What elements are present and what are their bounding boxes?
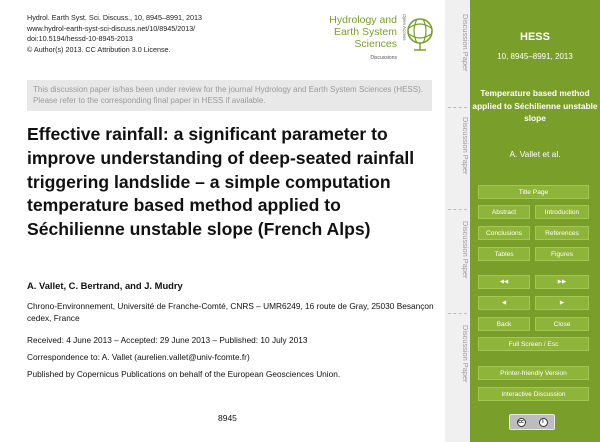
globe-icon [405,16,435,54]
back-button[interactable]: Back [478,317,530,331]
correspondence-line: Correspondence to: A. Vallet (aurelien.vallet@univ-fcomte.fr) [27,352,250,362]
journal-name: HESS [520,31,550,43]
introduction-button[interactable]: Introduction [535,205,589,219]
side-label: Discussion Paper [461,14,470,72]
side-label: Discussion Paper [461,325,470,383]
citation-url[interactable]: www.hydrol-earth-syst-sci-discuss.net/10/8945/2013/ [27,23,196,33]
cc-icon: cc [518,418,524,425]
abstract-button[interactable]: Abstract [478,205,530,219]
logo-line: Hydrology and [329,14,397,26]
citation-doi[interactable]: doi:10.5194/hessd-10-8945-2013 [27,34,133,43]
side-separator [448,209,467,210]
side-separator [448,107,467,108]
journal-logo [300,12,435,62]
close-button[interactable]: Close [535,317,589,331]
page-number: 8945 [218,413,237,423]
paper-title: Effective rainfall: a significant parameter to improve understanding of deep-seated rainfall triggering landslide – a simple computation temperature based method applied to Séchilienne unstable slope (French Alps) [27,124,415,240]
side-label: Discussion Paper [461,117,470,175]
review-notice: This discussion paper is/has been under review for the journal Hydrology and Earth System Sciences (HESS). Please refer to the corresponding final paper in HESS if available. [27,80,432,111]
journal-pages: 10, 8945–8991, 2013 [497,52,573,61]
cc-license-badge[interactable] [509,414,555,430]
first-page-button[interactable]: ◀◀ [478,275,530,289]
publisher-line: Published by Copernicus Publications on behalf of the European Geosciences Union. [27,369,341,379]
side-label: Discussion Paper [461,221,470,279]
citation-license: © Author(s) 2013. CC Attribution 3.0 License. [27,44,171,54]
printer-friendly-button[interactable]: Printer-friendly Version [478,366,589,380]
logo-line: Sciences [354,38,397,50]
last-page-button[interactable]: ▶▶ [535,275,589,289]
next-page-button[interactable]: ▶ [535,296,589,310]
interactive-discussion-button[interactable]: Interactive Discussion [478,387,589,401]
logo-subtitle: Discussions [370,55,397,61]
conclusions-button[interactable]: Conclusions [478,226,530,240]
figures-button[interactable]: Figures [535,247,589,261]
previous-page-button[interactable]: ◀ [478,296,530,310]
attribution-icon: i [539,418,548,427]
open-access-label: Open Access [402,14,407,41]
logo-line: Earth System [333,26,397,38]
affiliation: Chrono-Environnement, Université de Franche-Comté, CNRS – UMR6249, 16 route de Gray, 25030 Besançon cedex, France [27,301,434,323]
title-page-button[interactable]: Title Page [478,185,589,199]
citation-line: Hydrol. Earth Syst. Sci. Discuss., 10, 8945–8991, 2013 [27,13,202,22]
full-screen-button[interactable]: Full Screen / Esc [478,337,589,351]
logo-text [329,14,397,50]
short-title: Temperature based method applied to Séchilienne unstable slope [472,88,598,124]
dates-line: Received: 4 June 2013 – Accepted: 29 June 2013 – Published: 10 July 2013 [27,335,308,345]
citation-block [27,13,287,55]
references-button[interactable]: References [535,226,589,240]
side-separator [448,313,467,314]
short-author: A. Vallet et al. [509,149,561,159]
discussion-paper-strip [445,0,470,442]
authors: A. Vallet, C. Bertrand, and J. Mudry [27,280,183,291]
tables-button[interactable]: Tables [478,247,530,261]
